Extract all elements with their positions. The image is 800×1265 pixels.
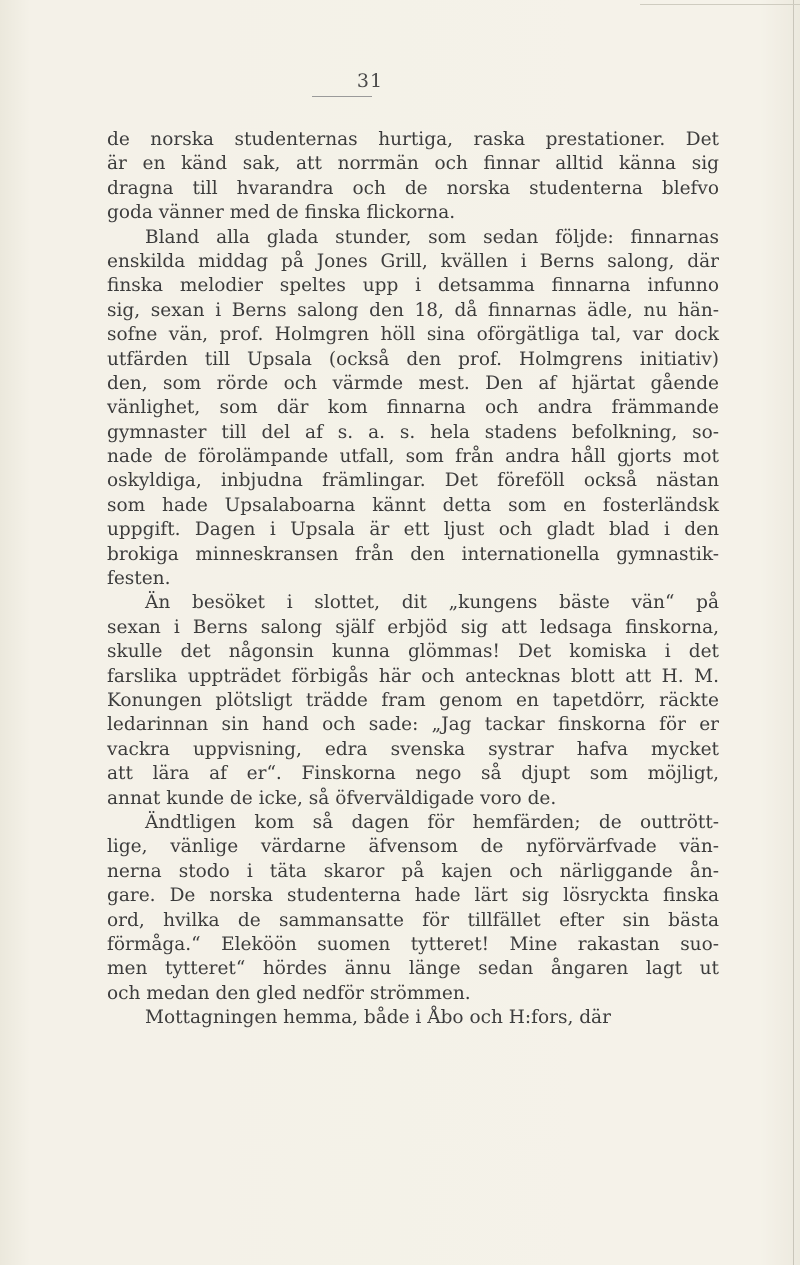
- text-line: sofne vän, prof. Holmgren höll sina oförgätliga tal, var dock: [107, 324, 719, 346]
- page-number: 31: [356, 70, 384, 92]
- text-line: den, som rörde och värmde mest. Den af hjärtat gående: [107, 372, 719, 394]
- text-line: oskyldiga, inbjudna främlingar. Det föreföll också nästan: [107, 470, 719, 492]
- text-line: finska melodier speltes upp i detsamma finnarna infunno: [107, 275, 719, 297]
- text-line: brokiga minneskransen från den internationella gymnastik-: [107, 543, 719, 565]
- text-line: enskilda middag på Jones Grill, kvällen i Berns salong, där: [107, 250, 719, 272]
- text-line: uppgift. Dagen i Upsala är ett ljust och gladt blad i den: [107, 519, 719, 541]
- text-line: vackra uppvisning, edra svenska systrar hafva mycket: [107, 738, 719, 760]
- body-text: [107, 128, 719, 1030]
- text-line: Än besöket i slottet, dit „kungens bäste vän“ på: [145, 592, 719, 614]
- text-line: utfärden till Upsala (också den prof. Holmgrens initiativ): [107, 348, 719, 370]
- text-line: farslika uppträdet förbigås här och antecknas blott att H. M.: [107, 665, 719, 687]
- text-line: de norska studenternas hurtiga, raska prestationer. Det: [107, 129, 719, 150]
- text-line: goda vänner med de finska flickorna.: [107, 202, 456, 224]
- text-line: att lära af er“. Finskorna nego så djupt som möjligt,: [107, 763, 719, 785]
- text-line: nerna stodo i täta skaror på kajen och närliggande ån-: [107, 860, 719, 882]
- text-line: och medan den gled nedför strömmen.: [107, 982, 471, 1004]
- page-top-edge: [640, 4, 800, 5]
- text-line: Mottagningen hemma, både i Åbo och H:fors, där: [145, 1007, 611, 1029]
- text-line: vänlighet, som där kom finnarna och andra främmande: [107, 397, 719, 419]
- text-line: dragna till hvarandra och de norska studenterna blefvo: [107, 177, 719, 199]
- text-line: Ändtligen kom så dagen för hemfärden; de outtrött-: [145, 811, 719, 833]
- text-line: annat kunde de icke, så öfverväldigade voro de.: [107, 787, 557, 809]
- text-line: men tytteret“ hördes ännu länge sedan ångaren lagt ut: [107, 958, 719, 980]
- text-line: gare. De norska studenterna hade lärt sig lösryckta finska: [107, 885, 719, 907]
- text-line: som hade Upsalaboarna kännt detta som en fosterländsk: [107, 494, 719, 516]
- text-line: festen.: [107, 568, 171, 590]
- text-line: gymnaster till del af s. a. s. hela stadens befolkning, so-: [107, 421, 719, 443]
- text-line: nade de förolämpande utfall, som från andra håll gjorts mot: [107, 446, 719, 468]
- text-line: sexan i Berns salong själf erbjöd sig att ledsaga finskorna,: [107, 616, 719, 638]
- text-line: förmåga.“ Eleköön suomen tytteret! Mine rakastan suo-: [107, 933, 719, 955]
- text-line: sig, sexan i Berns salong den 18, då finnarnas ädle, nu hän-: [107, 299, 719, 321]
- text-line: Bland alla glada stunder, som sedan följde: finnarnas: [145, 226, 719, 248]
- text-line: är en känd sak, att norrmän och finnar alltid känna sig: [107, 153, 719, 175]
- text-line: skulle det någonsin kunna glömmas! Det komiska i det: [107, 641, 719, 663]
- page-edge-line: [793, 0, 794, 1265]
- text-line: ledarinnan sin hand och sade: „Jag tackar finskorna för er: [107, 714, 719, 736]
- text-line: Konungen plötsligt trädde fram genom en tapetdörr, räckte: [107, 689, 719, 711]
- text-line: ord, hvilka de sammansatte för tillfället efter sin bästa: [107, 909, 719, 931]
- page-number-underline: [312, 96, 372, 97]
- text-line: lige, vänlige värdarne äfvensom de nyförvärfvade vän-: [107, 836, 719, 858]
